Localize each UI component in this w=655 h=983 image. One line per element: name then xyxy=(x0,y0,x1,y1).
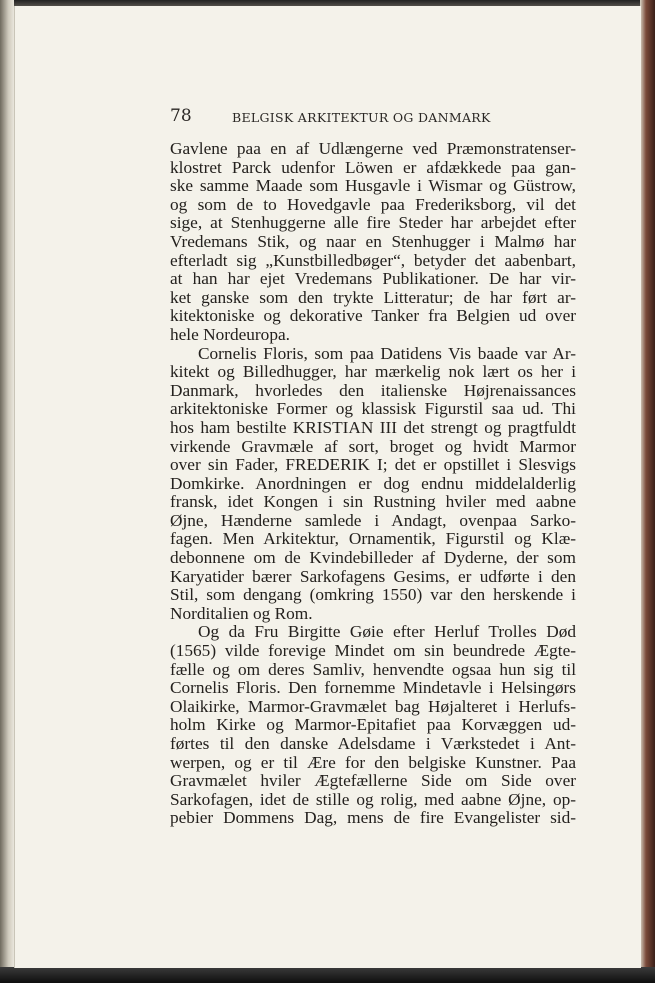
text-line: fagen. Men Arkitektur, Ornamentik, Figurstil og Klæ- xyxy=(170,529,576,549)
text-line: sige, at Stenhuggerne alle fire Steder har arbejdet efter xyxy=(170,213,576,233)
text-line: og som de to Hovedgavle paa Frederiksborg, vil det xyxy=(170,194,576,214)
text-line: Gavlene paa en af Udlængerne ved Præmonstratenser- xyxy=(170,139,576,158)
text-line: virkende Gravmæle af sort, broget og hvidt Marmor xyxy=(170,436,576,456)
text-line: hele Nordeuropa. xyxy=(170,324,290,344)
text-line: ket ganske som den trykte Litteratur; de har ført ar- xyxy=(170,287,576,307)
text-line: kitektoniske og dekorative Tanker fra Belgien ud over xyxy=(170,306,576,326)
body-text xyxy=(170,140,576,828)
text-line: pebier Dommens Dag, mens de fire Evangelister sid- xyxy=(170,808,576,828)
text-line: Danmark, hvorledes den italienske Højrenaissances xyxy=(170,380,576,400)
text-line: Norditalien og Rom. xyxy=(170,603,313,623)
page-number: 78 xyxy=(170,106,192,126)
text-line: werpen, og er til Ære for den belgiske Kunstner. Paa xyxy=(170,752,576,772)
text-line: Olaikirke, Marmor-Gravmælet bag Højalteret i Herlufs- xyxy=(170,696,576,716)
text-line: hos ham bestilte KRISTIAN III det strengt og pragtfuldt xyxy=(170,417,576,437)
text-line: ske samme Maade som Husgavle i Wismar og Güstrow, xyxy=(170,176,576,196)
text-line: holm Kirke og Marmor-Epitafiet paa Korvæggen ud- xyxy=(170,715,576,735)
text-line: at han har ejet Vredemans Publikationer. De har vir- xyxy=(170,269,576,289)
scan-left-edge xyxy=(0,0,14,983)
text-line: Cornelis Floris, som paa Datidens Vis baade var Ar- xyxy=(198,343,576,363)
text-line: fælle og om deres Samliv, henvendte ogsaa hun sig til xyxy=(170,659,576,679)
running-head: BELGISK ARKITEKTUR OG DANMARK xyxy=(232,110,491,125)
text-line: klostret Parck udenfor Löwen er afdækkede paa gan- xyxy=(170,157,576,177)
text-line: Og da Fru Birgitte Gøie efter Herluf Trolles Død xyxy=(198,622,576,642)
text-line: Domkirke. Anordningen er dog endnu middelalderlig xyxy=(170,473,576,493)
text-line: førtes til den danske Adelsdame i Værkstedet i Ant- xyxy=(170,734,576,753)
text-line: fransk, idet Kongen i sin Rustning hviler med aabne xyxy=(170,492,576,512)
text-line: kitekt og Billedhugger, har mærkelig nok lært os her i xyxy=(170,362,576,382)
text-line: over sin Fader, FREDERIK I; det er opstillet i Slesvigs xyxy=(170,455,576,475)
text-line: efterladt sig „Kunstbilledbøger“, betyder det aabenbart, xyxy=(170,250,576,270)
text-line: Gravmælet hviler Ægtefællerne Side om Side over xyxy=(170,771,576,791)
scan-right-edge xyxy=(640,0,655,983)
text-line: arkitektoniske Former og klassisk Figurstil saa ud. Thi xyxy=(170,399,576,419)
text-line: Sarkofagen, idet de stille og rolig, med aabne Øjne, op- xyxy=(170,789,576,809)
scan-bottom-edge xyxy=(0,967,655,983)
text-line: Cornelis Floris. Den fornemme Mindetavle i Helsingørs xyxy=(170,678,576,698)
text-line: Øjne, Hænderne samlede i Andagt, ovenpaa Sarko- xyxy=(170,510,576,530)
text-line: (1565) vilde forevige Mindet om sin beundrede Ægte- xyxy=(170,641,576,661)
text-line: Vredemans Stik, og naar en Stenhugger i Malmø har xyxy=(170,231,576,251)
text-line: debonnene om de Kvindebilleder af Dyderne, der som xyxy=(170,548,576,568)
text-line: Stil, som dengang (omkring 1550) var den herskende i xyxy=(170,585,576,605)
text-line: Karyatider bærer Sarkofagens Gesims, er udførte i den xyxy=(170,566,576,586)
